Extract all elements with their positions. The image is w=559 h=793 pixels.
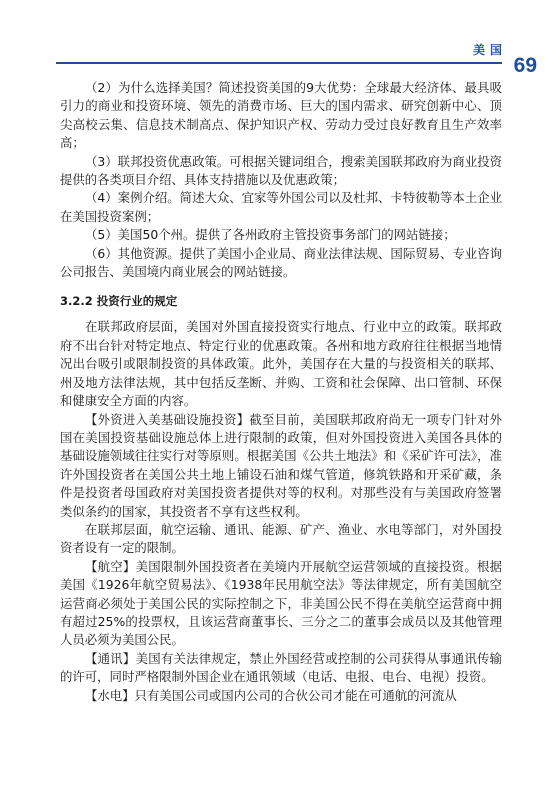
running-header-country: 美国	[472, 43, 507, 57]
page-number: 69	[513, 54, 537, 77]
list-item-6: （6）其他资源。提供了美国小企业局、商业法律法规、国际贸易、专业咨询公司报告、美国境内商业展会的网站链接。	[60, 245, 502, 280]
list-item-5: （5）美国50个州。提供了各州政府主管投资事务部门的网站链接；	[85, 227, 456, 243]
page-header	[0, 0, 559, 80]
page-body	[60, 79, 502, 705]
paragraph-hydropower: 【水电】只有美国公司或国内公司的合伙公司才能在可通航的河流从	[85, 687, 457, 703]
section-heading: 3.2.2 投资行业的规定	[60, 294, 178, 309]
paragraph-telecom: 【通讯】美国有关法律规定，禁止外国经营或控制的公司获得从事通讯传输的许可，同时严格限制外国企业在通讯领域（电话、电报、电台、电视）投资。	[60, 650, 502, 685]
paragraph-federal-policy: 在联邦政府层面，美国对外国直接投资实行地点、行业中立的政策。联邦政府不出台针对特定地点、特定行业的优惠政策。各州和地方政府往往根据当地情况出台吸引或限制投资的具体政策。此外，美国存在大量的与投资相关的联邦、州及地方法律法规，其中包括反垄断、并购、工资和社会保障、出口管制、环保和健康安全方面的内容。	[60, 319, 502, 409]
paragraph-aviation: 【航空】美国限制外国投资者在美境内开展航空运营领域的直接投资。根据美国《1926年航空贸易法》、《1938年民用航空法》等法律规定，所有美国航空运营商必须处于美国公民的实际控制之下，非美国公民不得在美航空运营商中拥有超过25%的投票权，且该运营商董事长、三分之二的董事会成员以及其他管理人员必须为美国公民。	[60, 558, 502, 648]
paragraph-infrastructure: 【外资进入美基础设施投资】截至目前，美国联邦政府尚无一项专门针对外国在美国投资基础设施总体上进行限制的政策，但对外国投资进入美国各具体的基础设施领域往往实行对等原则。根据美国《公共土地法》和《采矿许可法》，准许外国投资者在美国公共土地上铺设石油和煤气管道，修筑铁路和开采矿藏，条件是投资者母国政府对美国投资者提供对等的权利。对那些没有与美国政府签署类似条约的国家，其投资者不享有这些权利。	[60, 411, 502, 519]
paragraph-restricted-sectors: 在联邦层面，航空运输、通讯、能源、矿产、渔业、水电等部门，对外国投资者设有一定的限制。	[60, 521, 502, 556]
list-item-2: （2）为什么选择美国？简述投资美国的9大优势：全球最大经济体、最具吸引力的商业和投资环境、领先的消费市场、巨大的国内需求、研究创新中心、顶尖高校云集、信息技术制高点、保护知识产权、劳动力受过良好教育且生产效率高；	[60, 80, 502, 151]
header-rule	[56, 62, 502, 64]
list-item-3: （3）联邦投资优惠政策。可根据关键词组合，搜索美国联邦政府为商业投资提供的各类项目介绍、具体支持措施以及优惠政策；	[60, 153, 502, 188]
list-item-4: （4）案例介绍。简述大众、宜家等外国公司以及杜邦、卡特彼勒等本土企业在美国投资案例；	[60, 190, 502, 224]
